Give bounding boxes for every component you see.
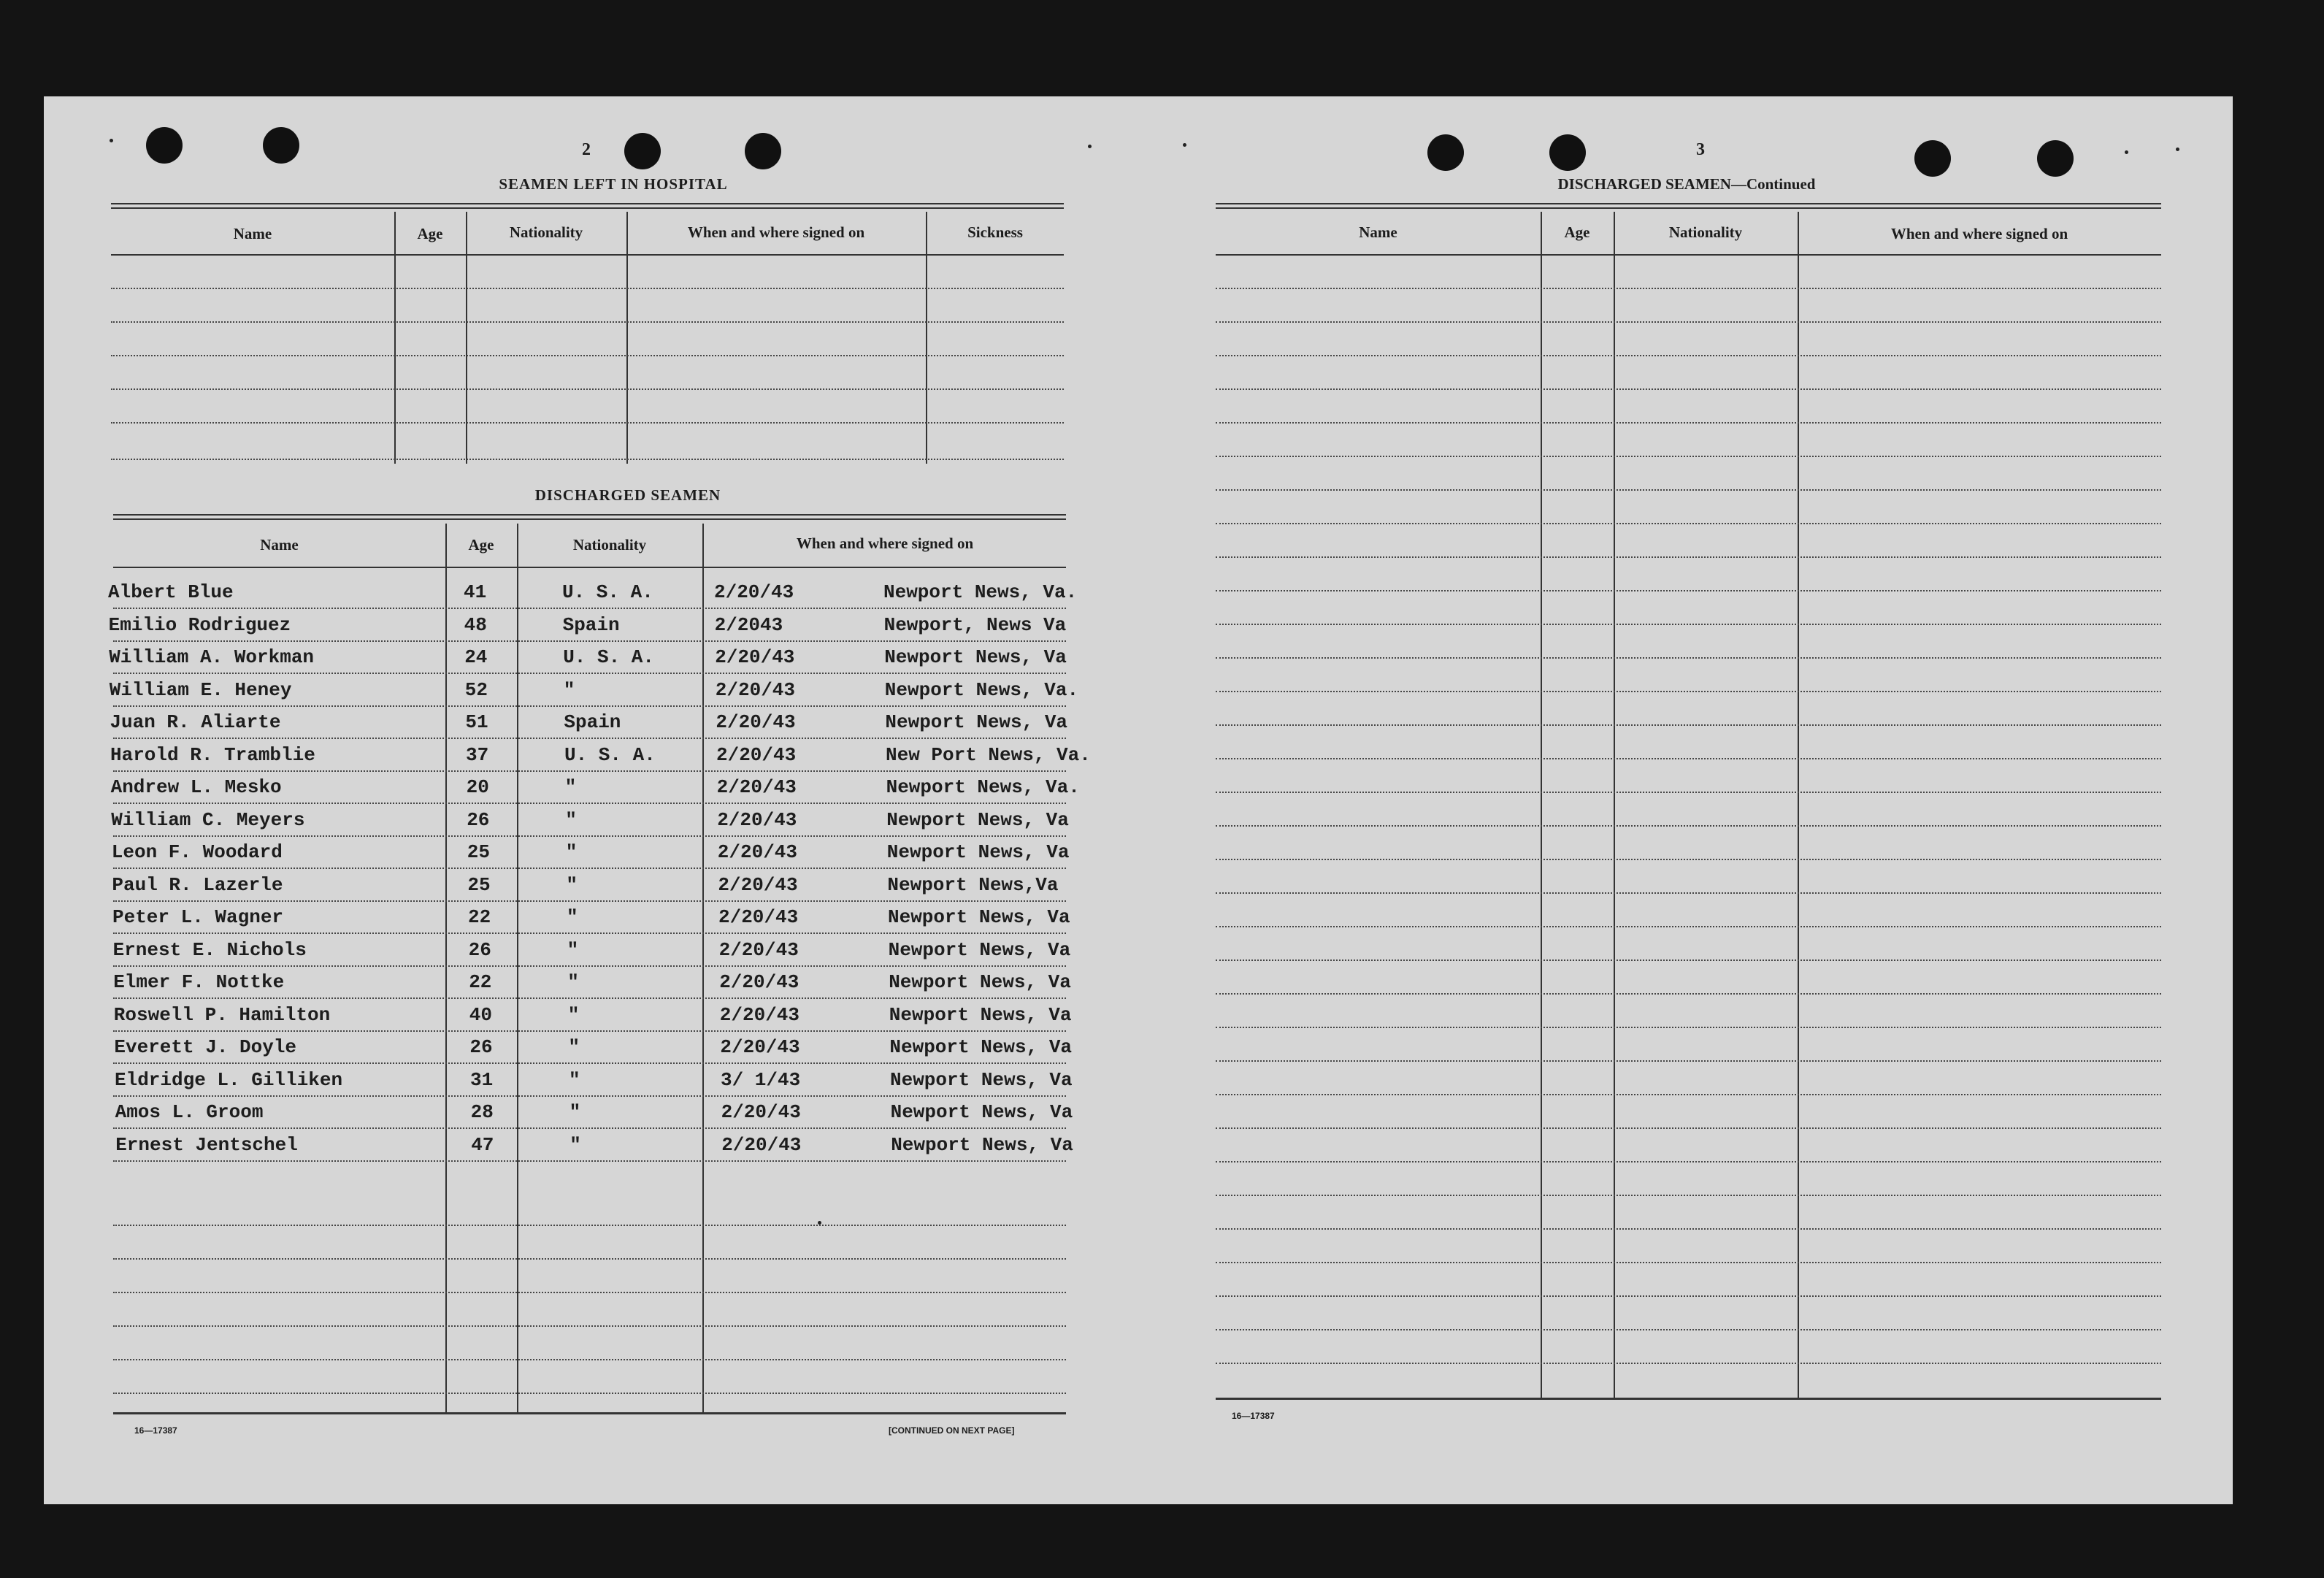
right-row-line: [1216, 758, 2161, 759]
discharged-cell-name: Paul R. Lazerle: [112, 873, 283, 896]
speck: [2125, 150, 2128, 154]
discharged-cell-place: Newport News, Va.: [886, 776, 1080, 798]
discharged-cell-nationality: ": [565, 841, 578, 863]
hospital-col-signed-on: When and where signed on: [687, 223, 865, 241]
discharged-cell-nationality: ": [570, 1133, 581, 1156]
discharged-cell-age: 22: [469, 971, 492, 993]
discharged-cell-date: 2/20/43: [714, 581, 794, 603]
hospital-row-line: [111, 321, 1064, 323]
discharged-cell-age: 52: [464, 678, 488, 701]
discharged-cell-nationality: ": [565, 808, 577, 831]
discharged-col-divider: [445, 524, 447, 1414]
discharged-cell-place: Newport News, Va.: [883, 581, 1078, 603]
hospital-col-divider: [394, 212, 396, 464]
discharged-cell-place: Newport News, Va: [890, 1101, 1073, 1123]
right-row-line: [1216, 691, 2161, 692]
right-title-main: DISCHARGED SEAMEN: [1557, 175, 1731, 193]
form-number-right: 16—17387: [1232, 1411, 1275, 1421]
discharged-col-divider: [702, 524, 704, 1414]
discharged-row-line: [113, 867, 1066, 869]
right-row-line: [1216, 523, 2161, 524]
binder-hole: [263, 127, 299, 164]
right-row-line: [1216, 1262, 2161, 1263]
speck: [110, 139, 113, 142]
discharged-cell-name: Ernest E. Nichols: [112, 938, 307, 961]
discharged-cell-place: Newport News, Va: [891, 1133, 1073, 1156]
ledger-spread: [44, 96, 2233, 1504]
discharged-empty-line: [113, 1359, 1066, 1360]
discharged-row-line: [113, 673, 1066, 674]
hospital-row-line: [111, 388, 1064, 390]
discharged-cell-age: 37: [466, 743, 489, 766]
discharged-row-line: [113, 770, 1066, 772]
discharged-cell-nationality: U. S. A.: [562, 581, 653, 603]
discharged-cell-age: 24: [464, 646, 488, 668]
right-row-line: [1216, 1060, 2161, 1062]
discharged-table-top-rule: [113, 514, 1066, 520]
discharged-row-line: [113, 1062, 1066, 1064]
discharged-row-line: [113, 932, 1066, 934]
discharged-cell-name: Harold R. Tramblie: [110, 743, 315, 766]
discharged-row-line: [113, 608, 1066, 609]
discharged-row-line: [113, 1030, 1066, 1032]
discharged-cell-place: Newport News, Va: [890, 1068, 1073, 1091]
discharged-cell-date: 2/20/43: [715, 646, 795, 668]
right-row-line: [1216, 1195, 2161, 1196]
right-row-line: [1216, 825, 2161, 827]
discharged-cell-name: Elmer F. Nottke: [113, 971, 285, 993]
right-row-line: [1216, 892, 2161, 894]
right-row-line: [1216, 1228, 2161, 1230]
discharged-cell-date: 2/20/43: [716, 743, 797, 766]
discharged-cell-age: 20: [466, 776, 489, 798]
discharged-cell-date: 3/ 1/43: [721, 1068, 801, 1091]
speck: [2176, 148, 2179, 151]
discharged-cell-name: Emilio Rodriguez: [108, 613, 291, 636]
discharged-cell-date: 2/20/43: [721, 1101, 801, 1123]
hospital-col-divider: [926, 212, 927, 464]
right-row-line: [1216, 993, 2161, 995]
discharged-cell-place: Newport News, Va: [888, 906, 1070, 928]
right-row-line: [1216, 859, 2161, 860]
hospital-section-title: SEAMEN LEFT IN HOSPITAL: [499, 175, 728, 193]
discharged-cell-name: Amos L. Groom: [115, 1101, 264, 1123]
discharged-col-name: Name: [260, 536, 299, 554]
right-row-line: [1216, 1094, 2161, 1095]
discharged-cell-date: 2/20/43: [721, 1133, 802, 1156]
binder-hole: [1914, 140, 1951, 177]
discharged-cell-nationality: ": [567, 938, 579, 961]
discharged-row-line: [113, 835, 1066, 837]
right-title-suffix: —Continued: [1730, 175, 1816, 193]
discharged-col-signed-on: When and where signed on: [796, 535, 974, 552]
right-row-line: [1216, 624, 2161, 625]
discharged-cell-date: 2/20/43: [719, 1003, 800, 1026]
right-row-line: [1216, 1161, 2161, 1163]
right-row-line: [1216, 1027, 2161, 1028]
hospital-col-divider: [626, 212, 628, 464]
discharged-cell-place: Newport, News Va: [883, 613, 1067, 636]
right-col-signed-on: When and where signed on: [1890, 225, 2068, 242]
discharged-cell-name: William C. Meyers: [111, 808, 305, 831]
discharged-cell-nationality: ": [569, 1068, 580, 1091]
discharged-cell-name: Eldridge L. Gilliken: [115, 1068, 343, 1091]
discharged-cell-age: 26: [468, 938, 491, 961]
discharged-row-line: [113, 640, 1066, 642]
page-number-left: 2: [582, 140, 591, 159]
discharged-cell-place: Newport News, Va: [886, 841, 1070, 863]
discharged-cell-age: 48: [464, 613, 487, 636]
discharged-cell-date: 2/20/43: [716, 711, 796, 733]
right-header-rule: [1216, 254, 2161, 256]
discharged-empty-line: [113, 1258, 1066, 1260]
discharged-cell-age: 40: [469, 1003, 493, 1026]
right-row-line: [1216, 926, 2161, 927]
right-row-line: [1216, 288, 2161, 289]
right-row-line: [1216, 1127, 2161, 1129]
discharged-empty-line: [113, 1393, 1066, 1394]
discharged-cell-date: 2/20/43: [718, 938, 799, 961]
discharged-cell-name: Roswell P. Hamilton: [113, 1003, 331, 1026]
right-row-line: [1216, 321, 2161, 323]
discharged-cell-name: Andrew L. Mesko: [110, 776, 282, 798]
discharged-cell-place: Newport News, Va.: [884, 678, 1079, 701]
discharged-cell-date: 2/20/43: [716, 776, 797, 798]
hospital-col-divider: [466, 212, 467, 464]
right-row-line: [1216, 489, 2161, 491]
discharged-cell-place: Newport News, Va: [884, 646, 1067, 668]
discharged-cell-name: Ernest Jentschel: [115, 1133, 298, 1156]
right-col-age: Age: [1564, 223, 1590, 241]
right-row-line: [1216, 422, 2161, 424]
discharged-cell-nationality: ": [567, 906, 578, 928]
right-col-nationality: Nationality: [1668, 223, 1743, 241]
speck: [1088, 145, 1092, 148]
discharged-cell-age: 41: [464, 581, 487, 603]
binder-hole: [2037, 140, 2074, 177]
hospital-row-line: [111, 422, 1064, 424]
discharged-cell-place: New Port News, Va.: [886, 743, 1091, 766]
hospital-col-name: Name: [233, 225, 272, 242]
discharged-cell-age: 22: [468, 906, 491, 928]
right-row-line: [1216, 724, 2161, 726]
discharged-cell-place: Newport News, Va: [886, 808, 1069, 831]
hospital-row-line: [111, 288, 1064, 289]
discharged-cell-nationality: Spain: [564, 711, 621, 733]
right-table-bottom-rule: [1216, 1398, 2161, 1400]
binder-hole: [745, 133, 781, 169]
hospital-row-line: [111, 355, 1064, 356]
discharged-cell-place: Newport News, Va: [889, 971, 1071, 993]
discharged-row-line: [113, 738, 1066, 739]
right-row-line: [1216, 556, 2161, 558]
discharged-cell-name: Juan R. Aliarte: [110, 711, 281, 733]
discharged-cell-place: Newport News, Va: [888, 938, 1071, 961]
discharged-col-age: Age: [468, 536, 494, 554]
binder-hole: [624, 133, 661, 169]
discharged-cell-date: 2/20/43: [715, 678, 796, 701]
discharged-cell-nationality: ": [567, 1003, 580, 1026]
discharged-cell-name: William E. Heney: [109, 678, 292, 701]
binder-hole: [1427, 134, 1464, 171]
discharged-col-nationality: Nationality: [572, 536, 647, 554]
right-section-title: [1431, 175, 1942, 194]
discharged-section-title: DISCHARGED SEAMEN: [534, 486, 721, 504]
discharged-cell-name: Peter L. Wagner: [112, 906, 284, 928]
speck: [1183, 143, 1186, 147]
discharged-cell-nationality: ": [564, 776, 577, 798]
discharged-cell-place: Newport News, Va: [889, 1003, 1072, 1026]
form-number-left: 16—17387: [134, 1425, 177, 1436]
binder-hole: [146, 127, 183, 164]
page-number-right: 3: [1696, 140, 1705, 159]
discharged-row-line: [113, 803, 1066, 804]
right-col-name: Name: [1359, 223, 1397, 241]
discharged-cell-name: Leon F. Woodard: [111, 841, 283, 863]
right-row-line: [1216, 456, 2161, 457]
continued-note: [CONTINUED ON NEXT PAGE]: [889, 1425, 1015, 1436]
right-row-line: [1216, 1363, 2161, 1364]
discharged-cell-date: 2/20/43: [717, 841, 798, 863]
discharged-cell-name: William A. Workman: [109, 646, 315, 668]
discharged-row-line: [113, 997, 1066, 999]
discharged-header-rule: [113, 567, 1066, 568]
discharged-cell-nationality: Spain: [562, 613, 620, 636]
discharged-row-line: [113, 705, 1066, 707]
discharged-cell-nationality: ": [563, 678, 575, 701]
discharged-row-line: [113, 900, 1066, 902]
discharged-cell-name: Everett J. Doyle: [114, 1036, 297, 1058]
discharged-cell-age: 26: [467, 808, 490, 831]
discharged-cell-date: 2/2043: [714, 613, 783, 636]
discharged-cell-place: Newport News, Va: [885, 711, 1068, 733]
right-row-line: [1216, 355, 2161, 356]
discharged-empty-line: [113, 1292, 1066, 1293]
discharged-cell-nationality: U. S. A.: [564, 743, 656, 766]
discharged-empty-line: [113, 1325, 1066, 1327]
discharged-cell-date: 2/20/43: [720, 1036, 800, 1058]
right-row-line: [1216, 388, 2161, 390]
discharged-cell-age: 51: [465, 711, 488, 733]
discharged-cell-date: 2/20/43: [718, 873, 798, 896]
discharged-cell-date: 2/20/43: [718, 906, 799, 928]
right-row-line: [1216, 960, 2161, 961]
discharged-col-divider: [517, 524, 518, 1414]
discharged-row-line: [113, 1127, 1066, 1129]
discharged-cell-place: Newport News,Va: [887, 873, 1059, 896]
discharged-row-line: [113, 965, 1066, 967]
discharged-cell-date: 2/20/43: [717, 808, 797, 831]
discharged-cell-age: 28: [470, 1101, 494, 1123]
discharged-cell-nationality: ": [568, 1036, 580, 1058]
discharged-cell-place: Newport News, Va: [889, 1036, 1073, 1058]
discharged-cell-date: 2/20/43: [719, 971, 799, 993]
discharged-row-line: [113, 1095, 1066, 1097]
hospital-table-top-rule: [111, 203, 1064, 209]
discharged-cell-age: 26: [469, 1036, 493, 1058]
discharged-cell-nationality: ": [569, 1101, 581, 1123]
right-row-line: [1216, 590, 2161, 591]
discharged-cell-age: 47: [471, 1133, 494, 1156]
binder-hole: [1549, 134, 1586, 171]
discharged-cell-age: 25: [467, 841, 491, 863]
discharged-cell-nationality: U. S. A.: [563, 646, 655, 668]
right-row-line: [1216, 1329, 2161, 1330]
discharged-cell-age: 25: [467, 873, 491, 896]
hospital-col-nationality: Nationality: [509, 223, 583, 241]
hospital-row-line: [111, 459, 1064, 460]
right-row-line: [1216, 657, 2161, 659]
discharged-cell-nationality: ": [566, 873, 578, 896]
right-row-line: [1216, 1295, 2161, 1297]
hospital-header-rule: [111, 254, 1064, 256]
right-row-line: [1216, 792, 2161, 793]
discharged-cell-name: Albert Blue: [108, 581, 234, 603]
discharged-table-bottom-rule: [113, 1412, 1066, 1414]
discharged-cell-nationality: ": [567, 971, 579, 993]
hospital-col-age: Age: [417, 225, 443, 242]
right-table-top-rule: [1216, 203, 2161, 209]
discharged-empty-line: [113, 1225, 1066, 1226]
discharged-cell-age: 31: [470, 1068, 494, 1091]
discharged-row-line: [113, 1160, 1066, 1162]
hospital-col-sickness: Sickness: [967, 223, 1023, 241]
